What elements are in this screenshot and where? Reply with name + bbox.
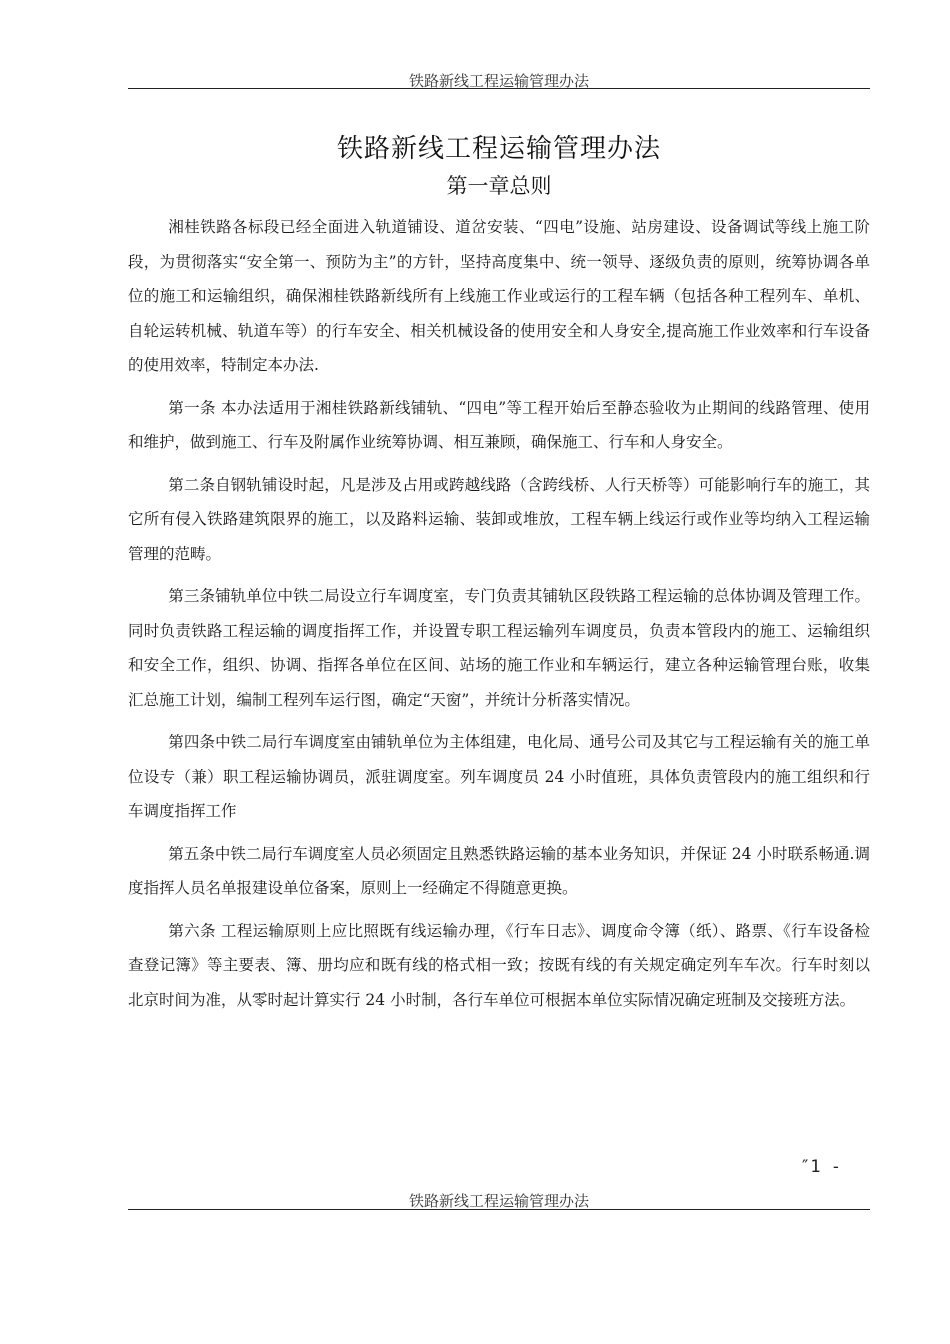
- document-body: [128, 210, 870, 1025]
- page-number: ″1 -: [800, 1157, 841, 1177]
- paragraph-article-5: 第五条中铁二局行车调度室人员必须固定且熟悉铁路运输的基本业务知识，并保证 24 小时联系畅通.调度指挥人员名单报建设单位备案，原则上一经确定不得随意更换。: [128, 844, 870, 897]
- paragraph-article-3: 第三条铺轨单位中铁二局设立行车调度室，专门负责其铺轨区段铁路工程运输的总体协调及管理工作。同时负责铁路工程运输的调度指挥工作，并设置专职工程运输列车调度员，负责本管段内的施工、运输组织和安全工作，组织、协调、指挥各单位在区间、站场的施工作业和车辆运行，建立各种运输管理台账，收集汇总施工计划，编制工程列车运行图，确定“天窗”，并统计分析落实情况。: [128, 587, 870, 709]
- header-rule: [128, 88, 870, 89]
- document-title: 铁路新线工程运输管理办法: [336, 134, 661, 164]
- running-header: 铁路新线工程运输管理办法: [408, 72, 589, 90]
- running-footer: 铁路新线工程运输管理办法: [408, 1192, 589, 1210]
- paragraph-article-6: 第六条 工程运输原则上应比照既有线运输办理，《行车日志》、调度命令簿（纸）、路票、《行车设备检查登记簿》等主要表、簿、册均应和既有线的格式相一致；按既有线的有关规定确定列车车次。行车时刻以北京时间为准，从零时起计算实行 24 小时制，各行车单位可根据本单位实际情况确定班制及交接班方法。: [128, 921, 870, 1009]
- paragraph-article-4: 第四条中铁二局行车调度室由铺轨单位为主体组建，电化局、通号公司及其它与工程运输有关的施工单位设专（兼）职工程运输协调员，派驻调度室。列车调度员 24 小时值班，具体负责管段内的施工组织和行车调度指挥工作: [128, 733, 870, 820]
- chapter-title: 第一章总则: [446, 174, 552, 198]
- paragraph-article-2: 第二条自钢轨铺设时起，凡是涉及占用或跨越线路（含跨线桥、人行天桥等）可能影响行车的施工，其它所有侵入铁路建筑限界的施工，以及路料运输、装卸或堆放，工程车辆上线运行或作业等均纳入工程运输管理的范畴。: [128, 475, 870, 563]
- footer-rule: [128, 1209, 870, 1210]
- paragraph-article-1: 第一条 本办法适用于湘桂铁路新线铺轨、“四电”等工程开始后至静态验收为止期间的线路管理、使用和维护，做到施工、行车及附属作业统筹协调、相互兼顾，确保施工、行车和人身安全。: [128, 398, 870, 451]
- paragraph-preamble: 湘桂铁路各标段已经全面进入轨道铺设、道岔安装、“四电”设施、站房建设、设备调试等线上施工阶段，为贯彻落实“安全第一、预防为主”的方针，坚持高度集中、统一领导、逐级负责的原则，统筹协调各单位的施工和运输组织，确保湘桂铁路新线所有上线施工作业或运行的工程车辆（包括各种工程列车、单机、自轮运转机械、轨道车等）的行车安全、相关机械设备的使用安全和人身安全,提高施工作业效率和行车设备的使用效率，特制定本办法.: [128, 218, 870, 374]
